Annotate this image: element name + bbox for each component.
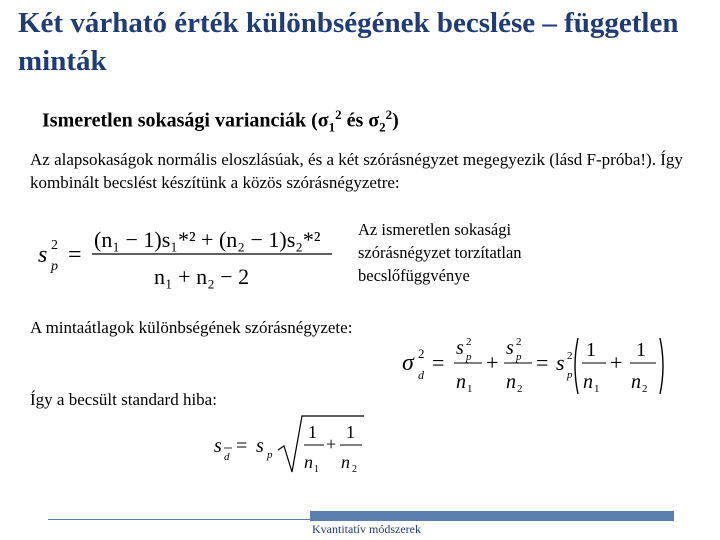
footer-bar [310, 511, 674, 521]
variance-eq2: = [536, 350, 549, 375]
variance-frac1-den-sub: 1 [467, 383, 473, 395]
variance-frac3-den-sub: 1 [594, 383, 600, 395]
variance-frac1-num-sub: p [466, 351, 472, 363]
variance-frac1-num-sup: 2 [466, 336, 472, 348]
pooled-variance-note: Az ismeretlen sokasági szórásnégyzet torzítatlan becslőfüggvénye [358, 220, 522, 285]
subtitle-sup2: 2 [385, 107, 393, 122]
variance-frac3-den: n [583, 371, 593, 393]
variance-frac1-num: s [456, 337, 464, 359]
subtitle-sub1: 1 [328, 119, 336, 135]
se-frac1-num: 1 [308, 422, 317, 442]
variance-plus: + [486, 350, 499, 375]
pooled-lhs: s [38, 242, 48, 268]
variance-eq1: = [432, 350, 445, 375]
difference-variance-formula [400, 330, 670, 400]
se-equals: = [236, 435, 248, 457]
variance-right-paren [660, 338, 663, 394]
variance-frac3-num: 1 [586, 339, 596, 361]
slide-subtitle [42, 101, 399, 142]
variance-lhs-sup: 2 [418, 346, 425, 361]
variance-frac4-den-sub: 2 [642, 383, 648, 395]
pooled-lhs-sub: p [51, 259, 58, 274]
se-frac1-den-sub: 1 [314, 464, 319, 475]
standard-error-formula [212, 412, 372, 478]
se-lhs-sub: d [224, 451, 230, 463]
variance-lhs-sub: d [418, 368, 424, 382]
footer-text: Kvantitatív módszerek [312, 522, 421, 536]
variance-frac2-num-sup: 2 [516, 336, 522, 348]
pooled-numerator: (n₁ − 1)s₁*² + (n₂ − 1)s₂*² [94, 227, 321, 252]
standard-error-label: Így a becsült standard hiba: [30, 390, 217, 409]
se-lhs: s [214, 435, 222, 457]
variance-frac4-den: n [631, 371, 641, 393]
variance-plus2: + [610, 350, 623, 375]
se-plus: + [326, 434, 337, 454]
se-rhs: s [256, 435, 264, 457]
variance-lhs: σ [402, 350, 414, 376]
subtitle-sup1: 2 [335, 107, 342, 122]
pooled-denominator: n₁ + n₂ − 2 [154, 264, 250, 289]
variance-left-paren [575, 338, 578, 394]
variance-frac4-num: 1 [636, 339, 646, 361]
variance-frac1-den: n [456, 371, 466, 393]
se-frac2-den-sub: 2 [352, 464, 357, 475]
variance-sp-sub: p [567, 369, 573, 381]
subtitle-main: Ismeretlen sokasági varianciák (σ [42, 109, 329, 132]
se-frac2-den: n [341, 452, 350, 472]
se-frac1-den: n [304, 452, 313, 472]
subtitle-end: ) [392, 109, 399, 132]
se-frac2-num: 1 [346, 422, 355, 442]
variance-frac2-num-sub: p [516, 351, 522, 363]
pooled-lhs-sup: 2 [51, 238, 58, 253]
variance-frac2-den: n [506, 371, 516, 393]
variance-frac2-num: s [506, 337, 514, 359]
se-rhs-sub: p [267, 449, 273, 461]
variance-sp-sup: 2 [567, 350, 573, 362]
difference-variance-label: A mintaátlagok különbségének szórásnégyzete: [30, 318, 353, 337]
variance-sp: s [556, 350, 565, 375]
intro-paragraph: Az alapsokaságok normális eloszlásúak, és a két szórásnégyzet megegyezik (lásd F-próba!). Így kombinált becslést készítünk a közös szórásnégyzetre: [30, 150, 683, 192]
subtitle-sub2: 2 [379, 119, 386, 135]
subtitle-mid: és σ [341, 109, 380, 132]
variance-frac2-den-sub: 2 [517, 383, 523, 395]
pooled-equals: = [68, 242, 82, 268]
pooled-variance-formula [36, 212, 336, 298]
slide-title: Két várható érték különbségének becslése – független minták [18, 7, 679, 77]
footer-line [48, 519, 310, 520]
